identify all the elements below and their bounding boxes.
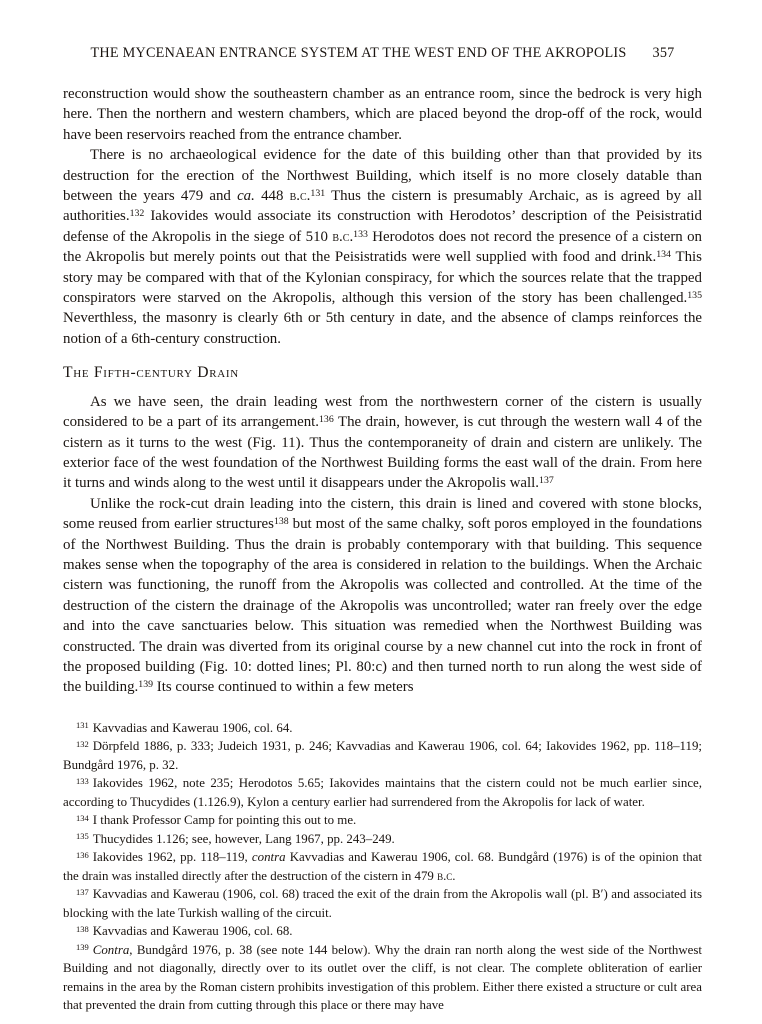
text-run: Kavvadias and Kawerau (1906, col. 68) traced the exit of the drain from the Akropolis wall (pl. B′) and associated its blocking with the late Turkish walling of the circuit. [63,887,702,920]
text-run: There is no archaeological evidence for the date of this building other than that provided by its destruction for the erection of the Northwest Building, which itself is no more closely datable than between the years 479 and [63,147,702,205]
text-run: I thank Professor Camp for pointing this out to me. [92,813,357,828]
footnote-number: 136 [76,849,89,860]
footnote-number: 139 [76,942,89,953]
footnote [63,719,702,738]
smallcaps-text: b.c. [332,228,354,245]
footnote [63,848,702,885]
page-number: 357 [652,45,675,61]
footnote-number: 131 [76,720,89,731]
footnote-marker: 134 [656,249,671,261]
text-run: Neverthless, the masonry is clearly 6th or 5th century in date, and the absence of clamps reinforces the notion of a 6th-century construction. [63,310,702,347]
footnote-marker: 133 [353,228,368,240]
running-title: THE MYCENAEAN ENTRANCE SYSTEM AT THE WEST END OF THE AKROPOLIS [90,45,627,61]
smallcaps-text: b.c. [437,868,456,883]
italic-text: contra [251,850,286,865]
smallcaps-text: b.c. [289,188,311,205]
footnotes-block [63,719,702,1015]
text-run: Thucydides 1.126; see, however, Lang 1967, pp. 243–249. [92,831,395,846]
footnote-marker: 138 [273,516,289,527]
text-run: but most of the same chalky, soft poros employed in the foundations of the Northwest Building. Thus the drain is probably contemporary with that building. This sequence makes sense when the topography of the area is considered in relation to the buildings. When the Archaic cistern was functioning, the runoff from the Akropolis was collected and controlled. At the time of the destruction of the cistern the drainage of the Akropolis was uncontrolled; water ran freely over the edge and into the cave sanctuaries below. This situation was remedied when the Northwest Building was constructed. The drain was diverted from its original course by a new channel cut into the rock in front of the proposed building (Fig. 10: dotted lines; Pl. 80:c) and then turned north to run along the west side of the building. [63,516,702,696]
text-run: Its course continued to within a few meters [153,679,414,696]
footnote-marker: 132 [129,208,145,220]
body-paragraph [63,494,702,698]
footnote-marker: 135 [687,289,702,301]
body-paragraph [63,84,702,145]
footnote [63,737,702,774]
footnote [63,774,702,811]
text-run: Dörpfeld 1886, p. 333; Judeich 1931, p. 246; Kavvadias and Kawerau 1906, col. 64; Iakovides 1962, pp. 118–119; Bundgård 1976, p. 32. [63,739,702,772]
footnote-marker: 137 [539,475,554,487]
text-run: Herodotos does not record the presence of a cistern on the Akropolis but merely points out that the Peisistratids were well supplied with food and drink. [63,228,703,266]
footnote-number: 138 [76,923,89,934]
body-paragraph [63,145,702,349]
footnote [63,922,702,941]
text-run: Kavvadias and Kawerau 1906, col. 68. [92,924,293,939]
footnote-number: 137 [76,886,89,897]
text-run: reconstruction would show the southeastern chamber as an entrance room, since the bedrock is very high here. Then the northern and western chambers, which are placed beyond the drop-off of the rock, would have been reservoirs reached from the entrance chamber. [63,86,702,143]
running-head [63,45,702,62]
text-run: , Bundgård 1976, p. 38 (see note 144 below). Why the drain ran north along the west side of the Northwest Building and not diagonally, directly over to its outlet over the cliff, is not clear. The complete obliteration of earlier remains in the area by the Roman cistern prohibits investigation of this problem. Either there existed a structure or cult area that prevented the drain from cutting through this place or there may have [63,942,702,1013]
text-run: Thus the cistern is presumably Archaic, as is agreed by all authorities. [63,188,703,225]
footnote-number: 135 [76,831,89,842]
footnote-number: 132 [76,738,89,749]
text-run: Unlike the rock-cut drain leading into the cistern, this drain is lined and covered with stone blocks, some reused from earlier structures [63,495,702,533]
footnote-marker: 139 [138,679,154,691]
italic-text: ca. [237,188,255,205]
text-run: The drain, however, is cut through the western wall 4 of the cistern as it turns to the west (Fig. 11). Thus the contemporaneity of drain and cistern are unlikely. The exterior face of the west foundation of the Northwest Building forms the east wall of the drain. From here it turns and winds along to the west until it disappears under the Akropolis wall. [63,414,702,492]
text-run: Iakovides 1962, note 235; Herodotos 5.65; Iakovides maintains that the cistern could not be much earlier since, according to Thucydides (1.126.9), Kylon a century earlier had surrendered from the Akropolis for lack of water. [63,776,702,809]
section-heading: The Fifth-century Drain [63,364,239,382]
footnote-number: 133 [76,775,89,786]
footnote [63,885,702,922]
text-run: This story may be compared with that of the Kylonian conspiracy, for which the sources relate that the trapped conspirators were starved on the Akropolis, although this version of the story has been challenged. [63,249,702,307]
text-run: 448 [254,188,290,205]
article-body [63,84,702,698]
footnote-marker: 136 [319,413,334,425]
text-run: Iakovides would associate its construction with Herodotos’ description of the Peisistratid defense of the Akropolis in the siege of 510 [63,208,702,245]
text-run: As we have seen, the drain leading west from the northwestern corner of the cistern is usually considered to be a part of its arrangement. [63,393,702,431]
footnote-marker: 131 [310,187,326,199]
footnote [63,830,702,849]
text-run: Iakovides 1962, pp. 118–119, [92,850,252,865]
text-run: Kavvadias and Kawerau 1906, col. 68. Bundgård (1976) is of the opinion that the drain was installed directly after the destruction of the cistern in 479 [63,850,702,883]
footnote-number: 134 [76,812,89,823]
footnote [63,941,702,1015]
footnote [63,811,702,830]
italic-text: Contra [92,942,130,957]
body-paragraph [63,392,702,494]
text-run: Kavvadias and Kawerau 1906, col. 64. [92,720,293,735]
